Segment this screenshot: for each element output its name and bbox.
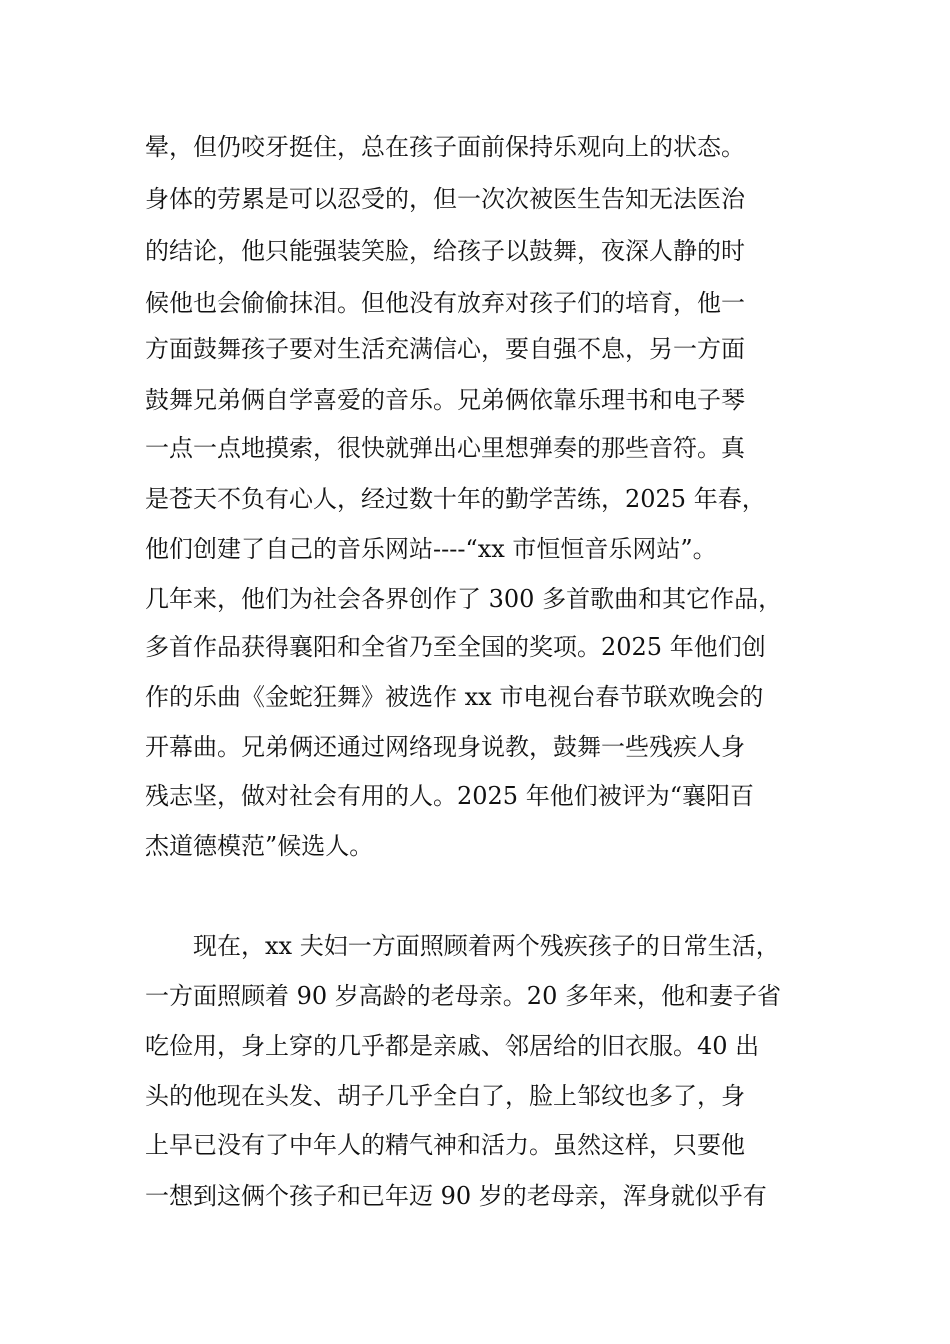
text-line: 一方面照顾着 90 岁高龄的老母亲。20 多年来，他和妻子省 [145, 982, 781, 1010]
text-line: 一点一点地摸索，很快就弹出心里想弹奏的那些音符。真 [145, 434, 745, 462]
text-line: 身体的劳累是可以忍受的，但一次次被医生告知无法医治 [145, 185, 745, 213]
text-line: 开幕曲。兄弟俩还通过网络现身说教，鼓舞一些残疾人身 [145, 733, 745, 761]
text-line: 是苍天不负有心人，经过数十年的勤学苦练，2025 年春， [145, 485, 766, 513]
text-line: 的结论，他只能强装笑脸，给孩子以鼓舞，夜深人静的时 [145, 237, 745, 265]
text-line: 上早已没有了中年人的精气神和活力。虽然这样，只要他 [145, 1131, 745, 1159]
text-line: 杰道德模范”候选人。 [145, 832, 374, 860]
text-line: 鼓舞兄弟俩自学喜爱的音乐。兄弟俩依靠乐理书和电子琴 [145, 386, 745, 414]
text-line: 作的乐曲《金蛇狂舞》被选作 xx 市电视台春节联欢晚会的 [145, 683, 764, 711]
text-line: 方面鼓舞孩子要对生活充满信心，要自强不息，另一方面 [145, 335, 745, 363]
text-line: 头的他现在头发、胡子几乎全白了，脸上邹纹也多了，身 [145, 1082, 745, 1110]
text-line: 候他也会偷偷抹泪。但他没有放弃对孩子们的培育，他一 [145, 289, 745, 317]
text-line: 几年来，他们为社会各界创作了 300 多首歌曲和其它作品， [145, 585, 783, 613]
text-line: 晕，但仍咬牙挺住，总在孩子面前保持乐观向上的状态。 [145, 133, 745, 161]
text-line: 多首作品获得襄阳和全省乃至全国的奖项。2025 年他们创 [145, 633, 766, 661]
text-line: 一想到这俩个孩子和已年迈 90 岁的老母亲，浑身就似乎有 [145, 1182, 767, 1210]
text-line: 现在，xx 夫妇一方面照顾着两个残疾孩子的日常生活， [193, 932, 780, 960]
text-line: 他们创建了自己的音乐网站----“xx 市恒恒音乐网站”。 [145, 535, 717, 563]
text-line: 吃俭用，身上穿的几乎都是亲戚、邻居给的旧衣服。40 出 [145, 1032, 760, 1060]
text-line: 残志坚，做对社会有用的人。2025 年他们被评为“襄阳百 [145, 782, 754, 810]
